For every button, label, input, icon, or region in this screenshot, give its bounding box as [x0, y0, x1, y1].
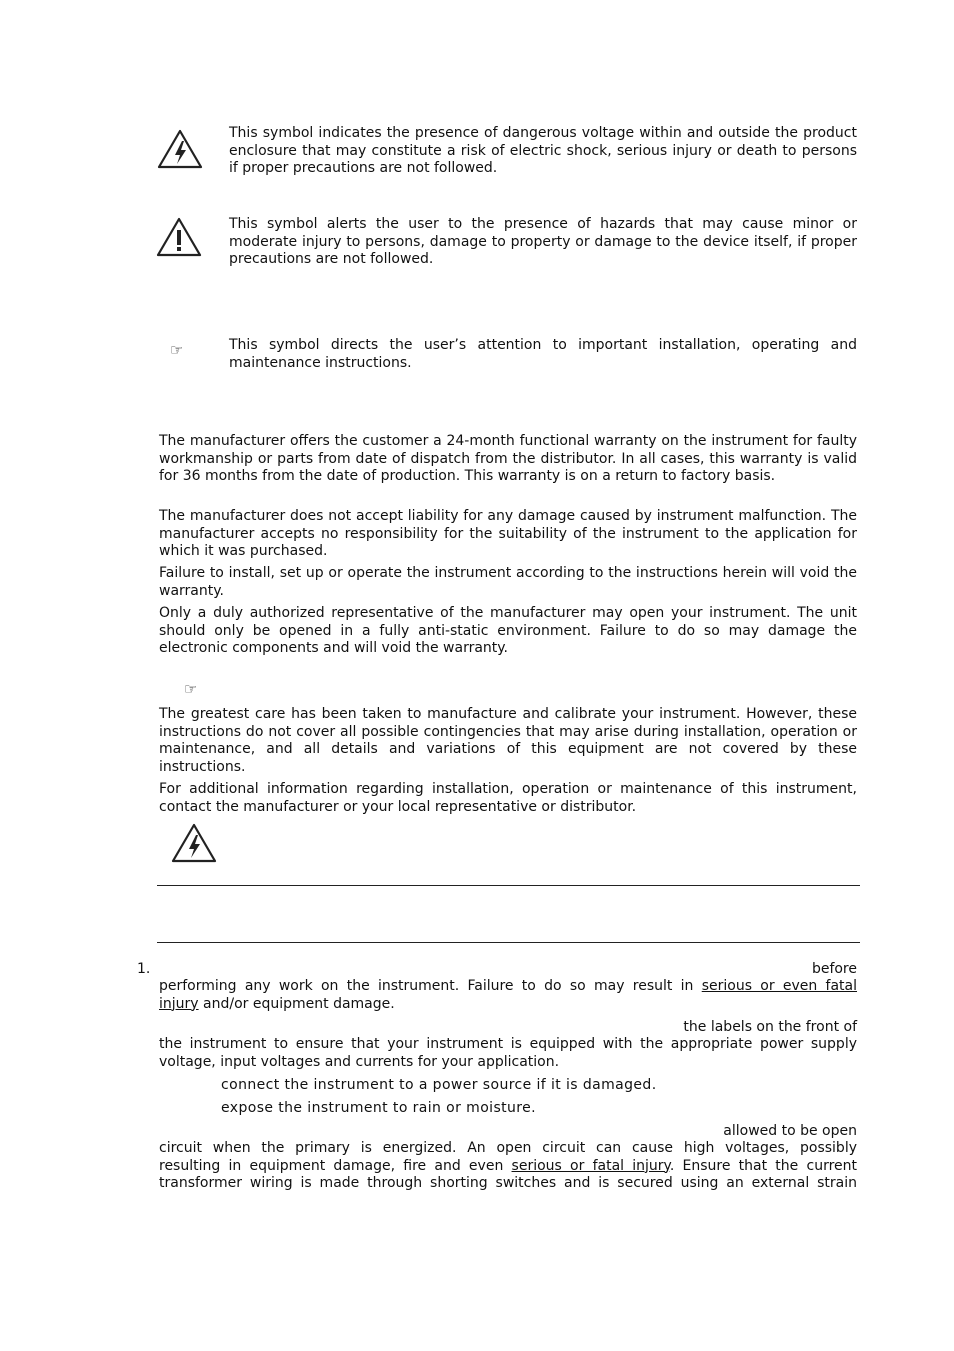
safety-item-5-line-2: circuit when the primary is energized. An open circuit can cause high voltages, possibly [159, 1140, 857, 1156]
high-voltage-warning-icon [170, 822, 218, 864]
warranty-paragraph-1: The manufacturer offers the customer a 24-month functional warranty on the instrument for faulty workmanship or parts from date of dispatch from the distributor. In all cases, this warranty is valid for 36 months from the date of production. This warranty is on a return to factory basis. [159, 433, 857, 484]
safety-item-1-line-2: performing any work on the instrument. Failure to do so may result in [159, 978, 702, 994]
safety-item-5-text [159, 1140, 857, 1193]
safety-item-3-text: connect the instrument to a power source if it is damaged. [221, 1077, 657, 1093]
safety-item-5-line-4: transformer wiring is made through shorting switches and is secured using an external strain [159, 1175, 857, 1191]
safety-item-5-line-3: resulting in equipment damage, fire and even [159, 1157, 512, 1174]
voltage-symbol-description: This symbol indicates the presence of dangerous voltage within and outside the product enclosure that may constitute a risk of electric shock, serious injury or death to persons if proper precautions are not followed. [229, 125, 857, 176]
pointing-hand-icon: ☞ [184, 680, 198, 698]
safety-item-1-line-3: and/or equipment damage. [198, 995, 395, 1012]
safety-item-5-tail: allowed to be open [723, 1123, 857, 1139]
safety-item-4-text: expose the instrument to rain or moisture. [221, 1100, 537, 1116]
safety-item-1-text [159, 978, 857, 1013]
safety-item-2-text: the instrument to ensure that your instrument is equipped with the appropriate power supply voltage, input voltages and currents for your application. [159, 1036, 857, 1070]
list-item-number: 1. [137, 961, 151, 977]
pointing-hand-icon: ☞ [170, 341, 184, 359]
safety-item-2-tail: the labels on the front of [683, 1019, 857, 1035]
underlined-warning-text: injury [159, 995, 199, 1012]
warranty-paragraph-4: Only a duly authorized representative of the manufacturer may open your instrument. The unit should only be opened in a fully anti-static environment. Failure to do so may damage the electronic components and will void the warranty. [159, 605, 857, 656]
hazard-symbol-description: This symbol alerts the user to the presence of hazards that may cause minor or moderate injury to persons, damage to property or damage to the device itself, if proper precautions are not followed. [229, 216, 857, 267]
note-symbol-description: This symbol directs the user’s attention to important installation, operating and maintenance instructions. [229, 337, 857, 371]
warranty-paragraph-3: Failure to install, set up or operate the instrument according to the instructions herein will void the warranty. [159, 565, 857, 599]
warranty-paragraph-2: The manufacturer does not accept liability for any damage caused by instrument malfunction. The manufacturer accepts no responsibility for the suitability of the instrument to the application for which it was purchased. [159, 508, 857, 559]
section-divider-bottom [157, 942, 860, 943]
underlined-warning-text: serious or fatal injury [511, 1157, 670, 1174]
care-paragraph-1: The greatest care has been taken to manufacture and calibrate your instrument. However, these instructions do not cover all possible contingencies that may arise during installation, operation or maintenance, and all details and variations of this equipment are not covered by these instructions. [159, 706, 857, 775]
caution-warning-icon [155, 216, 203, 258]
section-divider-top [157, 885, 860, 886]
safety-item-1-tail: before [811, 961, 857, 977]
safety-item-5-line-3-end: . Ensure that the current [669, 1157, 857, 1174]
care-paragraph-2: For additional information regarding installation, operation or maintenance of this instrument, contact the manufacturer or your local representative or distributor. [159, 781, 857, 815]
underlined-warning-text: serious or even fatal [701, 978, 858, 994]
high-voltage-warning-icon [156, 128, 204, 170]
